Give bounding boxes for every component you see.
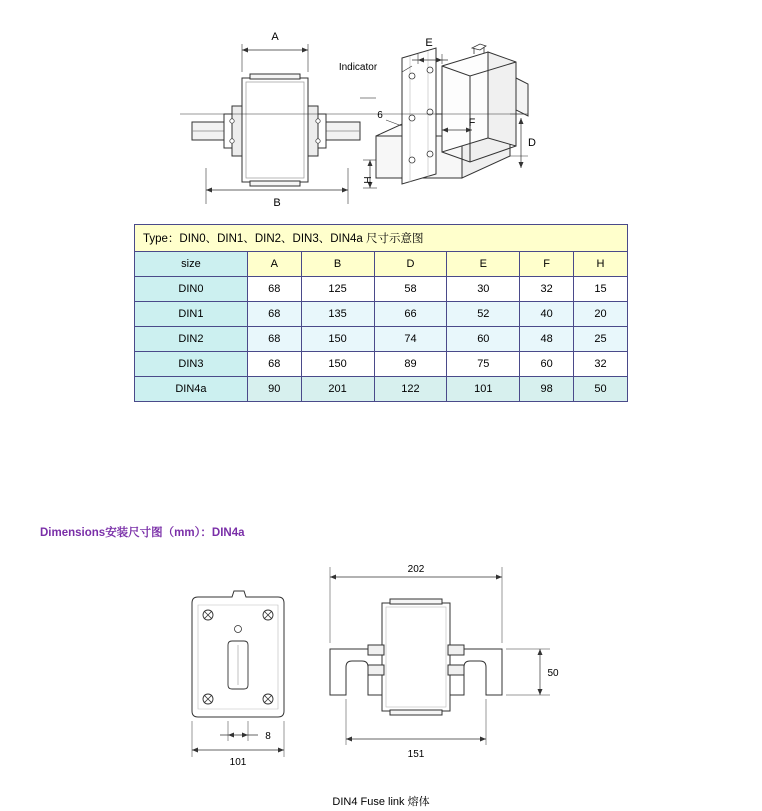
cell-e: 101 <box>447 377 520 402</box>
label-b: B <box>273 197 281 208</box>
label-height-right: 50 <box>547 668 559 679</box>
cell-f: 98 <box>520 377 574 402</box>
column-header-e: E <box>447 252 520 277</box>
table-row <box>135 277 628 302</box>
cell-h: 32 <box>574 352 628 377</box>
label-indicator: Indicator <box>338 62 378 73</box>
label-bottom-width: 151 <box>407 749 425 760</box>
cell-b: 135 <box>301 302 374 327</box>
table-row <box>135 352 628 377</box>
cell-e: 60 <box>447 327 520 352</box>
label-h: H <box>363 176 374 184</box>
cell-h: 25 <box>574 327 628 352</box>
table-row <box>135 302 628 327</box>
label-six: 6 <box>377 110 383 121</box>
cell-d: 74 <box>374 327 447 352</box>
cell-size: DIN4a <box>135 377 248 402</box>
dimensions-caption-text: 安装尺寸图（mm）：DIN4a <box>105 527 245 539</box>
label-a: A <box>271 31 279 43</box>
column-header-f: F <box>520 252 574 277</box>
dimensions-caption-prefix: Dimensions <box>40 527 106 539</box>
cell-a: 68 <box>247 302 301 327</box>
cell-d: 122 <box>374 377 447 402</box>
cell-size: DIN0 <box>135 277 248 302</box>
label-f: F <box>468 117 476 129</box>
cell-d: 66 <box>374 302 447 327</box>
dimensions-caption <box>40 524 244 540</box>
cell-e: 75 <box>447 352 520 377</box>
cell-b: 201 <box>301 377 374 402</box>
cell-a: 68 <box>247 277 301 302</box>
table-header-row <box>135 252 628 277</box>
cell-size: DIN1 <box>135 302 248 327</box>
label-d: D <box>528 137 536 149</box>
label-width-top: 202 <box>407 564 425 575</box>
cell-d: 89 <box>374 352 447 377</box>
column-header-a: A <box>247 252 301 277</box>
column-header-size: size <box>135 252 248 277</box>
table-row <box>135 377 628 402</box>
label-e: E <box>425 37 433 49</box>
cell-size: DIN2 <box>135 327 248 352</box>
cell-f: 60 <box>520 352 574 377</box>
column-header-b: B <box>301 252 374 277</box>
table-title-row <box>135 225 628 252</box>
cell-b: 125 <box>301 277 374 302</box>
cell-a: 90 <box>247 377 301 402</box>
cell-f: 40 <box>520 302 574 327</box>
bottom-technical-drawing <box>150 545 620 785</box>
label-left-small: 8 <box>265 731 271 742</box>
table-row <box>135 327 628 352</box>
cell-f: 48 <box>520 327 574 352</box>
cell-d: 58 <box>374 277 447 302</box>
table-title: Type：DIN0、DIN1、DIN2、DIN3、DIN4a 尺寸示意图 <box>135 225 628 252</box>
cell-e: 30 <box>447 277 520 302</box>
bottom-drawing-caption: DIN4 Fuse link 熔体 <box>332 796 430 808</box>
cell-a: 68 <box>247 327 301 352</box>
cell-e: 52 <box>447 302 520 327</box>
cell-h: 20 <box>574 302 628 327</box>
cell-h: 50 <box>574 377 628 402</box>
cell-size: DIN3 <box>135 352 248 377</box>
label-left-width: 101 <box>229 757 247 768</box>
cell-b: 150 <box>301 352 374 377</box>
top-technical-drawing <box>180 18 580 208</box>
cell-f: 32 <box>520 277 574 302</box>
dimension-table <box>134 224 628 402</box>
column-header-h: H <box>574 252 628 277</box>
column-header-d: D <box>374 252 447 277</box>
cell-h: 15 <box>574 277 628 302</box>
cell-a: 68 <box>247 352 301 377</box>
cell-b: 150 <box>301 327 374 352</box>
dimension-table-container <box>134 224 628 402</box>
